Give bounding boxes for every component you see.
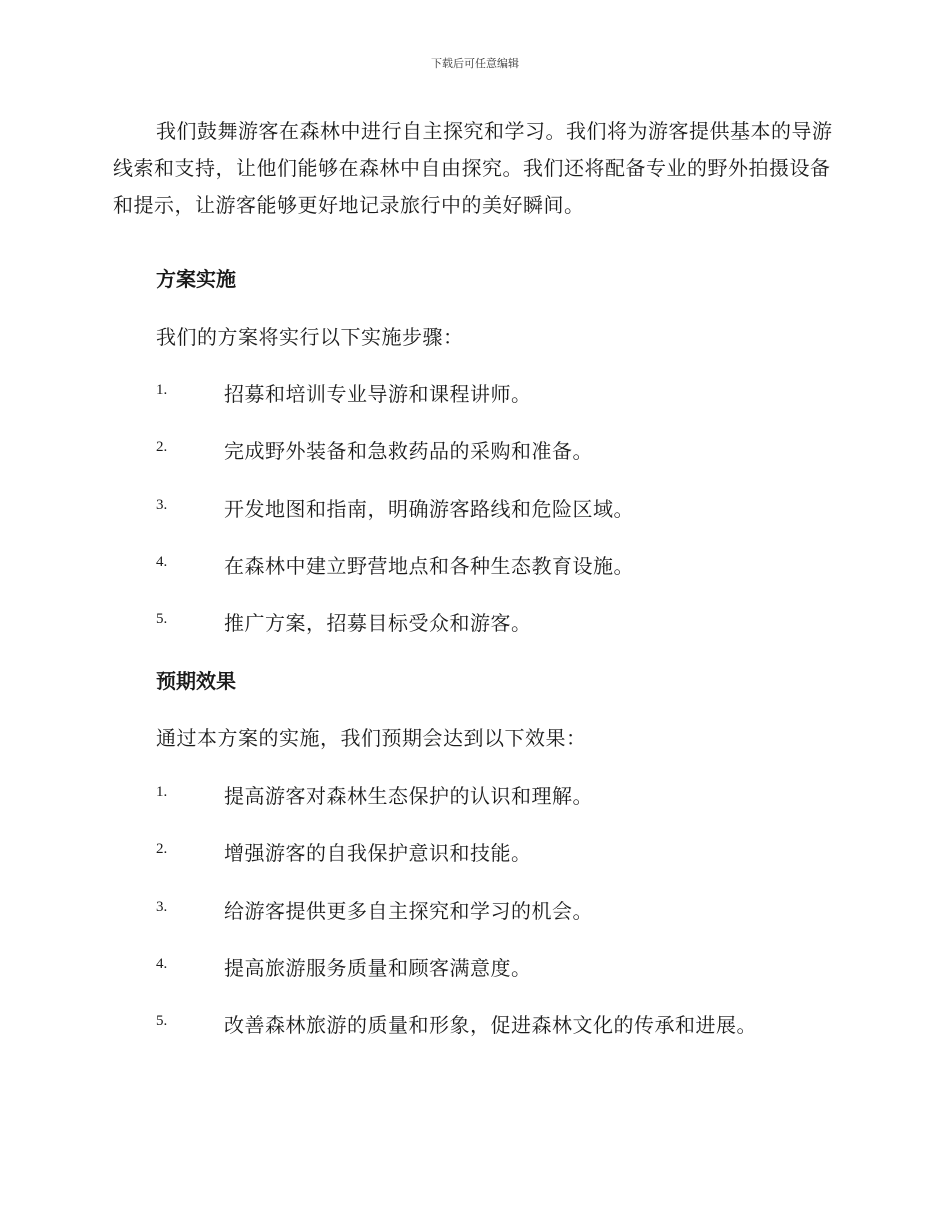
list-number: 1. (156, 784, 168, 800)
list-number: 2. (156, 841, 168, 857)
list-item (156, 837, 856, 865)
list-number: 1. (156, 382, 168, 398)
list-text: 改善森林旅游的质量和形象，促进森林文化的传承和进展。 (224, 1013, 757, 1037)
list-item (156, 1009, 856, 1037)
list-item (156, 435, 856, 463)
intro-paragraph: 我们鼓舞游客在森林中进行自主探究和学习。我们将为游客提供基本的导游线索和支持，让他们能够在森林中自由探究。我们还将配备专业的野外拍摄设备和提示，让游客能够更好地记录旅行中的美好瞬间。 (113, 119, 833, 217)
list-text: 招募和培训专业导游和课程讲师。 (224, 382, 532, 406)
list-text: 完成野外装备和急救药品的采购和准备。 (224, 439, 593, 463)
list-number: 5. (156, 611, 168, 627)
list-item (156, 493, 856, 521)
list-item (156, 780, 856, 808)
list-text: 提高旅游服务质量和顾客满意度。 (224, 956, 532, 980)
list-number: 2. (156, 439, 168, 455)
list-number: 4. (156, 956, 168, 972)
list-number: 3. (156, 899, 168, 915)
effects-lead: 通过本方案的实施，我们预期会达到以下效果： (156, 726, 587, 750)
list-item (156, 550, 856, 578)
implementation-lead: 我们的方案将实行以下实施步骤： (156, 325, 464, 349)
list-number: 5. (156, 1013, 168, 1029)
list-text: 在森林中建立野营地点和各种生态教育设施。 (224, 554, 634, 578)
section-heading-effects: 预期效果 (156, 669, 236, 693)
list-item (156, 895, 856, 923)
list-item (156, 378, 856, 406)
page-header: 下载后可任意编辑 (431, 57, 519, 70)
list-text: 增强游客的自我保护意识和技能。 (224, 841, 532, 865)
section-heading-implementation: 方案实施 (156, 267, 236, 291)
list-item (156, 952, 856, 980)
list-item (156, 607, 856, 635)
list-text: 开发地图和指南，明确游客路线和危险区域。 (224, 497, 634, 521)
list-number: 4. (156, 554, 168, 570)
list-number: 3. (156, 497, 168, 513)
list-text: 给游客提供更多自主探究和学习的机会。 (224, 899, 593, 923)
list-text: 推广方案，招募目标受众和游客。 (224, 611, 532, 635)
list-text: 提高游客对森林生态保护的认识和理解。 (224, 784, 593, 808)
